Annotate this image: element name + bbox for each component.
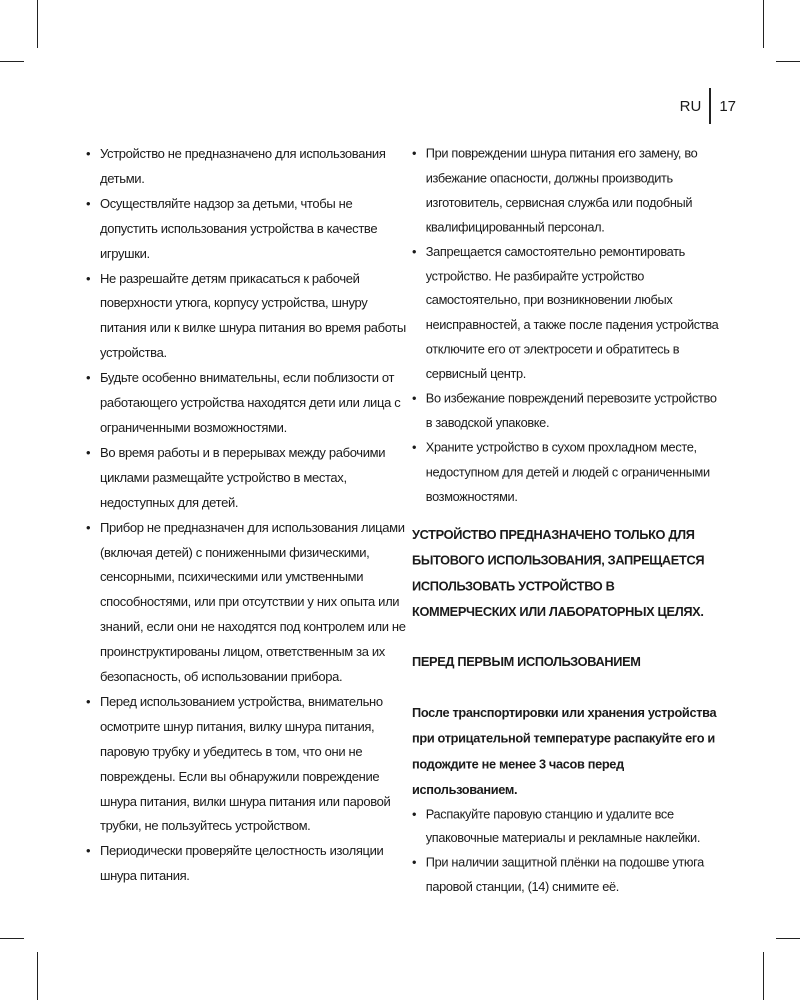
list-item: • Храните устройство в сухом прохладном месте, недоступном для детей и людей с ограниченными возможностями. [412,436,719,509]
list-item: • При наличии защитной плёнки на подошве утюга паровой станции, (14) снимите её. [412,851,719,900]
crop-mark [776,61,800,62]
list-item: • При повреждении шнура питания его замену, во избежание опасности, должны производить изготовитель, сервисная служба или подобный квалифицированный персонал. [412,142,719,240]
crop-mark [776,938,800,939]
household-use-warning: УСТРОЙСТВО ПРЕДНАЗНАЧЕНО ТОЛЬКО ДЛЯ БЫТОВОГО ИСПОЛЬЗОВАНИЯ, ЗАПРЕЩАЕТСЯ ИСПОЛЬЗОВАТЬ УСТРОЙСТВО В КОММЕРЧЕСКИХ ИЛИ ЛАБОРАТОРНЫХ ЦЕЛЯХ. [412,526,705,619]
section-intro: После транспортировки или хранения устройства при отрицательной температуре распакуйте его и подождите не менее 3 часов перед использованием. [412,704,717,797]
list-item: • Осуществляйте надзор за детьми, чтобы не допустить использования устройства в качестве игрушки. [86,192,406,267]
page-number: 17 [719,97,736,115]
page-header [680,88,736,124]
first-use-steps [412,802,719,900]
list-item: • Перед использованием устройства, внимательно осмотрите шнур питания, вилку шнура питания, паровую трубку и убедитесь в том, что они не повреждены. Если вы обнаружили повреждение шнура питания, вилки шнура питания или паровой трубки, не пользуйтесь устройством. [86,690,406,839]
safety-list [86,142,406,889]
safety-list-continued [412,142,719,509]
language-code: RU [679,97,702,115]
list-item: • Во время работы и в перерывах между рабочими циклами размещайте устройство в местах, недоступных для детей. [86,441,406,516]
crop-mark [0,938,24,939]
section-title: ПЕРЕД ПЕРВЫМ ИСПОЛЬЗОВАНИЕМ [412,653,641,669]
list-item: • Во избежание повреждений перевозите устройство в заводской упаковке. [412,387,719,436]
left-column [86,142,406,889]
list-item: • Устройство не предназначено для использования детьми. [86,142,406,192]
list-item: • Будьте особенно внимательны, если поблизости от работающего устройства находятся дети или лица с ограниченными возможностями. [86,366,406,441]
crop-mark [0,61,24,62]
crop-mark [37,952,38,1000]
list-item: • Прибор не предназначен для использования лицами (включая детей) с пониженными физическими, сенсорными, психическими или умственными способностями, или при отсутствии у них опыта или знаний, если они не находятся под контролем или не проинструктированы лицом, ответственным за их безопасность, об использовании прибора. [86,516,406,690]
list-item: • Периодически проверяйте целостность изоляции шнура питания. [86,839,406,889]
list-item: • Запрещается самостоятельно ремонтировать устройство. Не разбирайте устройство самостоятельно, при возникновении любых неисправностей, а также после падения устройства отключите его от электросети и обратитесь в сервисный центр. [412,240,719,387]
crop-mark [763,0,764,48]
right-column [412,142,719,900]
crop-mark [37,0,38,48]
list-item: • Не разрешайте детям прикасаться к рабочей поверхности утюга, корпусу устройства, шнуру питания или к вилке шнура питания во время работы устройства. [86,267,406,367]
list-item: • Распакуйте паровую станцию и удалите все упаковочные материалы и рекламные наклейки. [412,802,719,851]
crop-mark [763,952,764,1000]
